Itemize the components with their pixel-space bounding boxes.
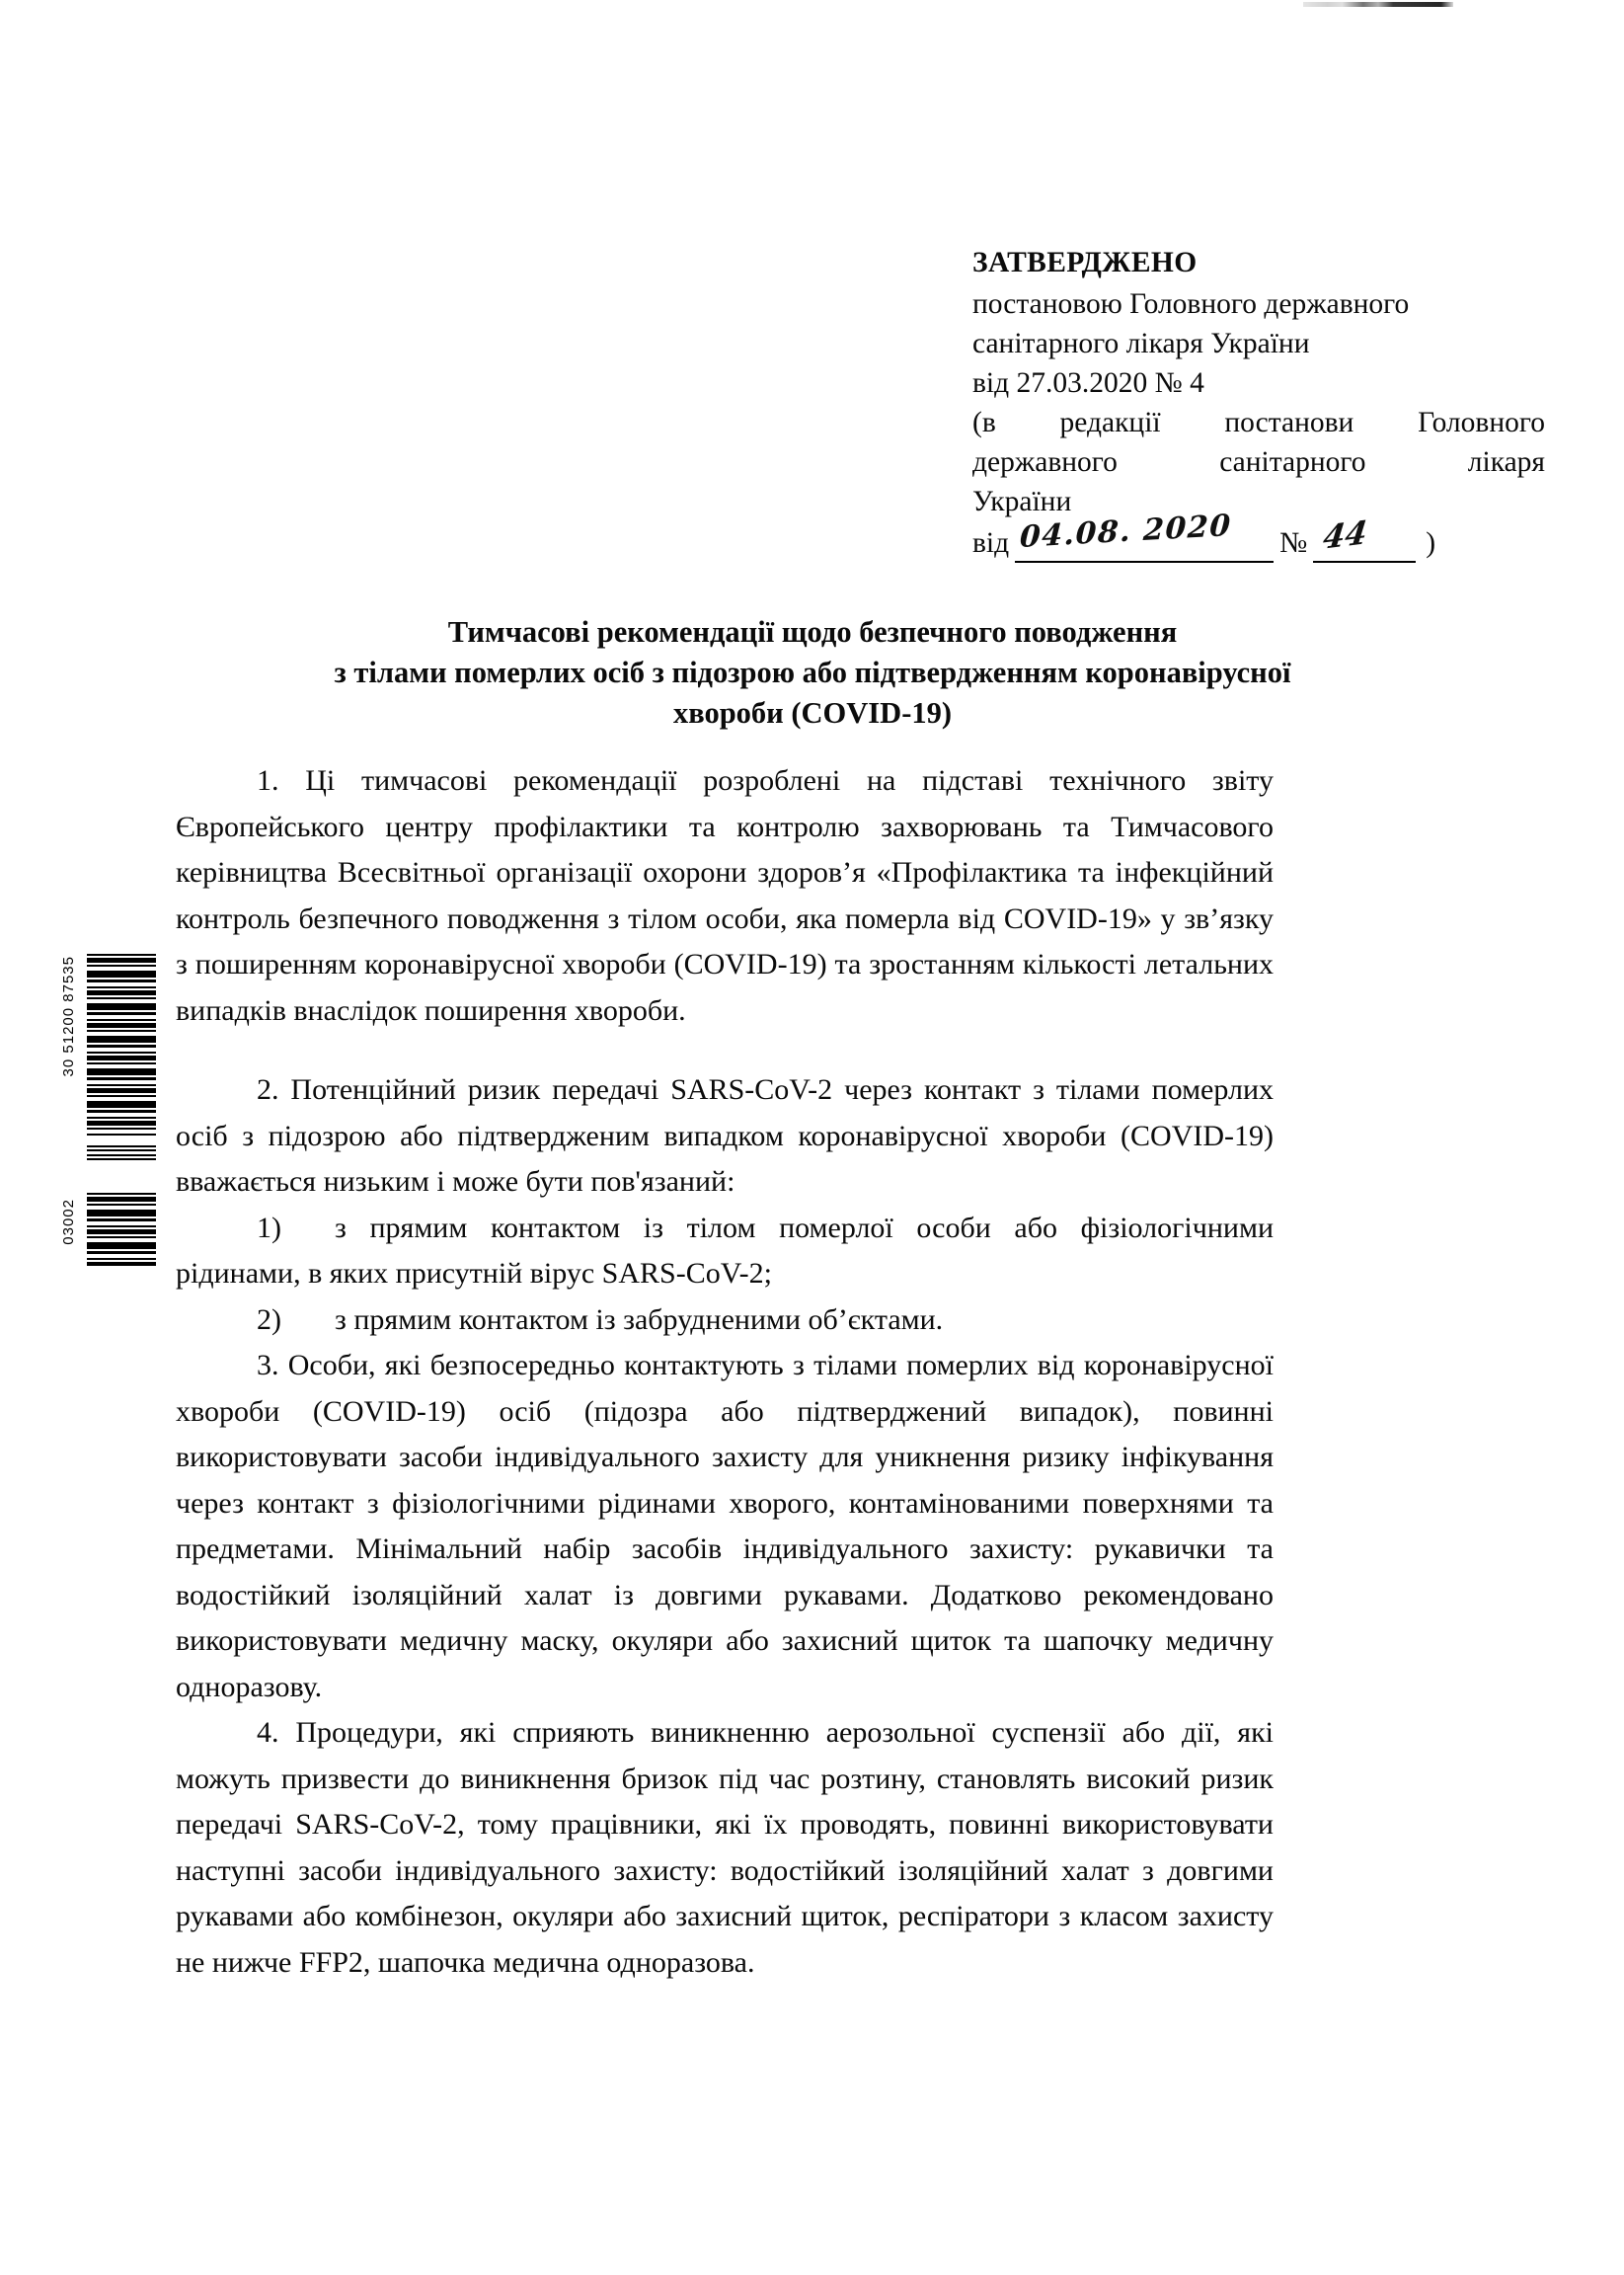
approval-block (972, 243, 1545, 563)
list-item-1-number: 1) (257, 1211, 281, 1244)
approval-line-3: від 27.03.2020 № 4 (972, 367, 1204, 399)
approval-line-1: постановою Головного державного (972, 288, 1410, 320)
barcode-digits-lower: 03002 (60, 1199, 77, 1245)
date-blank-field (1015, 508, 1274, 563)
approval-line-5: державного санітарного лікаря (972, 446, 1545, 478)
barcode-bars-middle (87, 1145, 156, 1163)
approval-heading: ЗАТВЕРДЖЕНО (972, 247, 1198, 278)
approval-line-2: санітарного лікаря України (972, 328, 1310, 359)
title-line-1: Тимчасові рекомендації щодо безпечного поводження (447, 615, 1178, 649)
scan-artifact-top (1303, 2, 1453, 7)
approval-date-row (972, 508, 1545, 563)
barcode-bars-lower (87, 1193, 156, 1266)
handwritten-date: 04.08. 2020 (1019, 508, 1233, 555)
number-label: № (1279, 527, 1308, 559)
approval-line-4: (в редакції постанови Головного (972, 407, 1545, 438)
paragraph-3: 3. Особи, які безпосередньо контактують з тілами померлих від коронавірусної хвороби (COVID-19) осіб (підозра або підтверджений випадок), повинні використовувати засоби індивідуального захисту для уникнення ризику інфікування через контакт з фізіологічними рідинами хворого, контамінованими поверхнями та предметами. Мінімальний набір засобів індивідуального захисту: рукавички та водостійкий ізоляційний халат із довгими рукавами. Додатково рекомендовано використовувати медичну маску, окуляри або захисний щиток та шапочку медичну одноразову. (176, 1349, 1274, 1703)
approval-line-6: України (972, 486, 1072, 517)
paragraph-1: 1. Ці тимчасові рекомендації розроблені на підставі технічного звіту Європейського центру профілактики та контролю захворювань та Тимчасового керівництва Всесвітньої організації охорони здоров’я «Профілактика та інфекційний контроль безпечного поводження з тілом особи, яка померла від COVID-19» у зв’язку з поширенням коронавірусної хвороби (COVID-19) та зростанням кількості летальних випадків внаслідок поширення хвороби. (176, 764, 1274, 1027)
list-item-2 (176, 1297, 1274, 1344)
number-blank-field (1313, 512, 1416, 563)
paragraph-2: 2. Потенційний ризик передачі SARS-CoV-2 через контакт з тілами померлих осіб з підозрою або підтвердженим випадком коронавірусної хвороби (COVID-19) вважається низьким і може бути пов'язаний: (176, 1073, 1274, 1198)
closing-parenthesis: ) (1426, 527, 1436, 559)
handwritten-number: 44 (1321, 512, 1370, 557)
page-title (176, 612, 1449, 734)
list-item-1-text: з прямим контактом із тілом померлої особи або фізіологічними рідинами, в яких присутній вірус SARS-CoV-2; (176, 1211, 1274, 1290)
title-line-3: хвороби (COVID-19) (672, 696, 953, 730)
from-label: від (972, 527, 1010, 559)
barcode (61, 940, 156, 1266)
title-line-2: з тілами померлих осіб з підозрою або підтвердженням коронавірусної (334, 656, 1291, 689)
barcode-bars-upper (87, 954, 156, 1136)
list-item-2-text: з прямим контактом із забрудненими об’єктами. (335, 1302, 944, 1336)
list-item-2-number: 2) (257, 1302, 281, 1336)
paragraph-4: 4. Процедури, які сприяють виникненню аерозольної суспензії або дії, які можуть призвести до виникнення бризок під час розтину, становлять високий ризик передачі SARS-CoV-2, тому працівники, які їх проводять, повинні використовувати наступні засоби індивідуального захисту: водостійкий ізоляційний халат з довгими рукавами або комбінезон, окуляри або захисний щиток, респіратори з класом захисту не нижче FFP2, шапочка медична одноразова. (176, 1716, 1274, 1979)
list-item-1 (176, 1206, 1274, 1297)
document-body (176, 758, 1274, 1986)
barcode-digits-upper: 30 51200 87535 (60, 956, 77, 1077)
